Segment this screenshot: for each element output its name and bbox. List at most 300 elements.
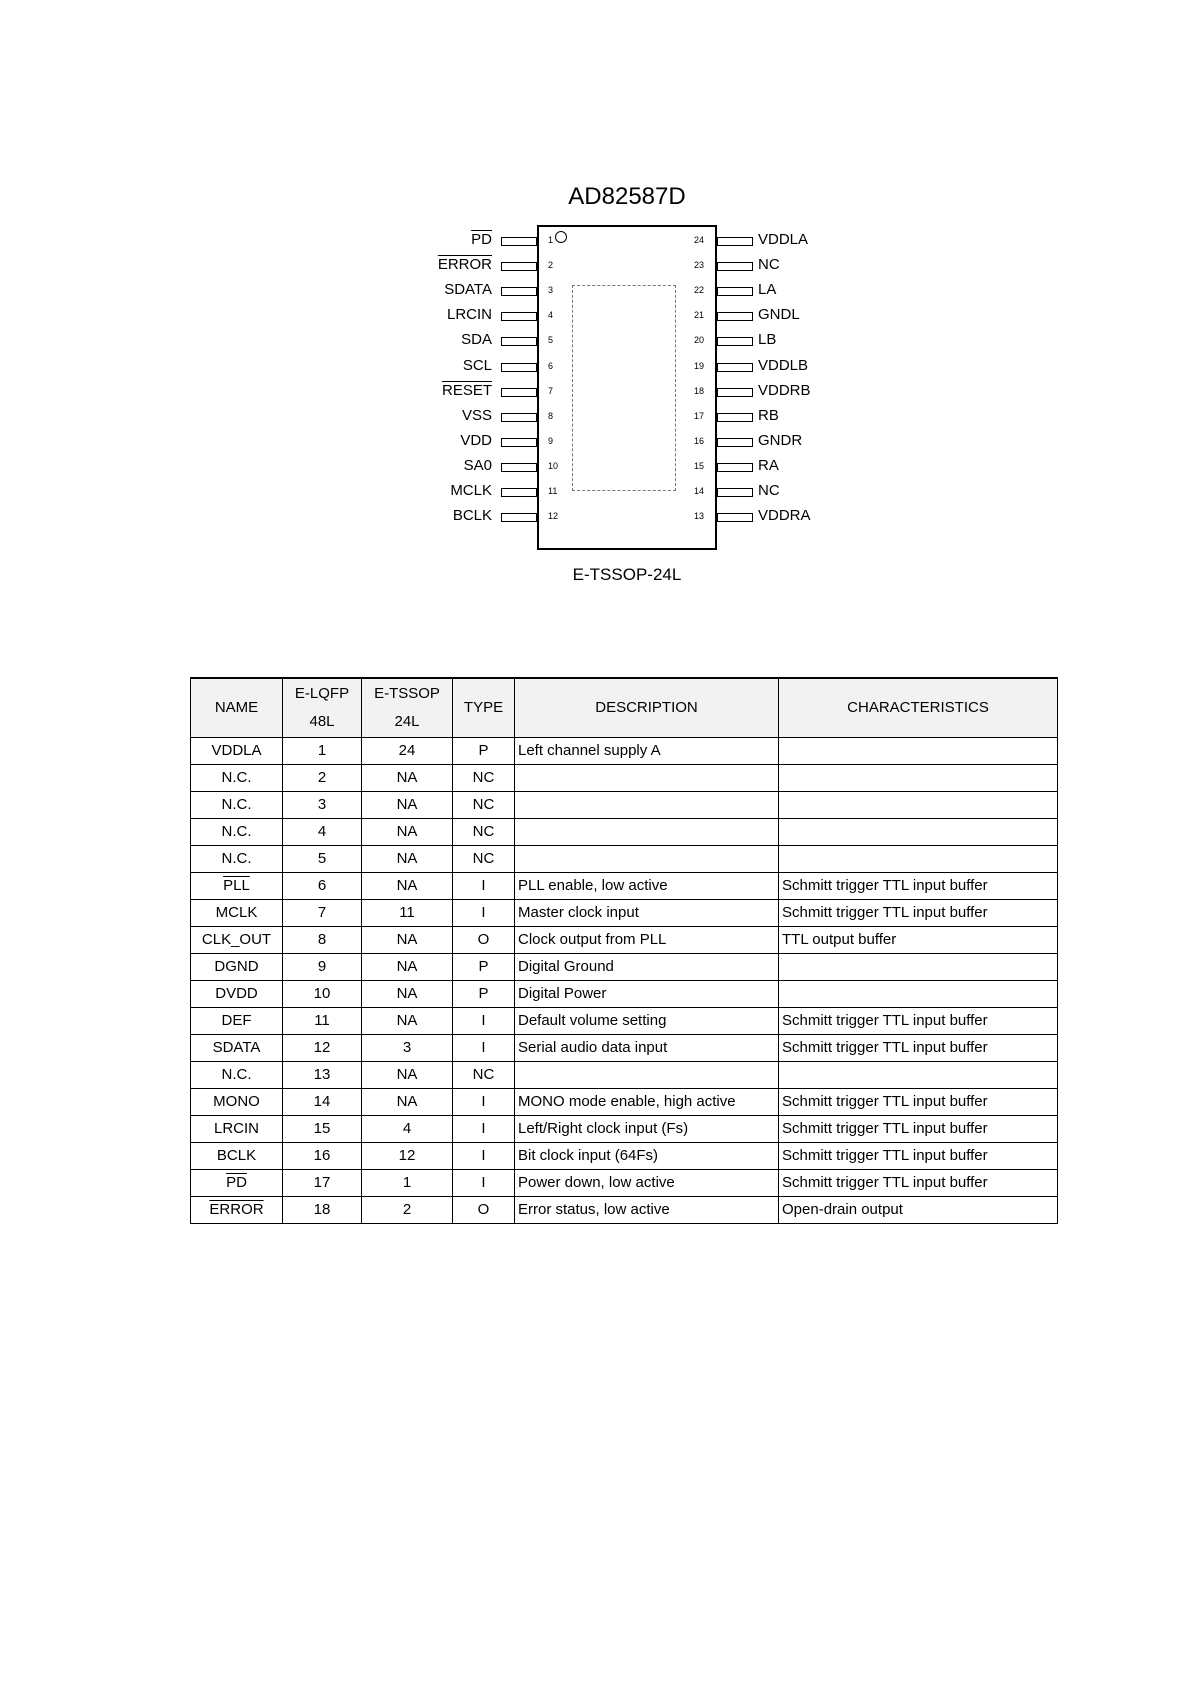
left-pin — [420, 304, 537, 330]
right-pin — [717, 304, 837, 330]
cell-tssop — [362, 737, 453, 764]
pin-lead — [717, 513, 753, 522]
cell-characteristics — [779, 1196, 1058, 1223]
cell-lqfp — [283, 872, 362, 899]
cell-name-text: CLK_OUT — [201, 931, 272, 948]
pin-lead — [717, 237, 753, 246]
cell-tssop-text: NA — [396, 769, 418, 786]
right-pin — [717, 505, 837, 531]
left-pin — [420, 380, 537, 406]
right-pin — [717, 430, 837, 456]
cell-lqfp — [283, 1142, 362, 1169]
cell-characteristics — [779, 953, 1058, 980]
cell-type-text: I — [481, 1093, 486, 1110]
cell-tssop-text: NA — [396, 985, 418, 1002]
cell-type-text: NC — [472, 823, 495, 840]
cell-name-text: N.C. — [221, 769, 252, 786]
pin-lead — [501, 488, 537, 497]
cell-tssop — [362, 899, 453, 926]
cell-lqfp-text: 7 — [317, 904, 327, 921]
pin-number: 21 — [693, 310, 704, 321]
cell-name — [191, 1196, 283, 1223]
pin-lead — [717, 388, 753, 397]
cell-description-text: Digital Ground — [518, 958, 614, 975]
cell-type — [453, 845, 515, 872]
cell-description — [515, 926, 779, 953]
cell-type — [453, 953, 515, 980]
cell-lqfp-text: 2 — [317, 769, 327, 786]
cell-type-text: O — [477, 1201, 490, 1218]
cell-description-text: Serial audio data input — [518, 1039, 668, 1056]
left-pin — [420, 405, 537, 431]
cell-type-text: NC — [472, 1066, 495, 1083]
cell-lqfp-text: 9 — [317, 958, 327, 975]
cell-lqfp-text: 6 — [317, 877, 327, 894]
cell-tssop-text: NA — [396, 877, 418, 894]
pin-lead — [501, 262, 537, 271]
pin-lead — [717, 337, 753, 346]
cell-description — [515, 899, 779, 926]
exposed-pad-outline — [572, 285, 676, 491]
cell-lqfp — [283, 980, 362, 1007]
cell-type-text: O — [477, 931, 490, 948]
table-header-row — [191, 678, 1058, 737]
pin-number: 24 — [693, 235, 704, 245]
right-pin — [717, 279, 837, 305]
cell-lqfp — [283, 953, 362, 980]
cell-name-text: DVDD — [215, 985, 258, 1002]
header-description: DESCRIPTION — [515, 678, 779, 737]
right-pin — [717, 480, 837, 506]
cell-description-text: Left/Right clock input (Fs) — [518, 1120, 689, 1137]
cell-lqfp — [283, 1196, 362, 1223]
left-pin — [420, 505, 537, 531]
pin-name: VDDRB — [758, 381, 811, 399]
pin1-marker-icon — [555, 231, 567, 243]
cell-description — [515, 737, 779, 764]
cell-tssop-text: NA — [396, 931, 418, 948]
cell-name-text: VDDLA — [211, 742, 262, 759]
cell-characteristics — [779, 1034, 1058, 1061]
pin-number: 8 — [548, 410, 554, 421]
cell-name-text: MONO — [213, 1093, 260, 1110]
cell-lqfp — [283, 1115, 362, 1142]
pin-name: NC — [758, 256, 780, 274]
pin-name: VDDLB — [758, 356, 809, 374]
cell-characteristics — [779, 926, 1058, 953]
pin-lead — [717, 312, 753, 321]
cell-tssop-text: NA — [396, 850, 418, 867]
cell-lqfp — [283, 1088, 362, 1115]
cell-lqfp — [283, 818, 362, 845]
left-pin — [420, 455, 537, 481]
cell-tssop — [362, 1007, 453, 1034]
cell-name — [191, 980, 283, 1007]
cell-characteristics — [779, 791, 1058, 818]
table-row — [191, 899, 1058, 926]
pin-lead — [717, 438, 753, 447]
pin-number: 18 — [693, 385, 704, 396]
pin-name: VDD — [460, 431, 492, 449]
cell-tssop — [362, 1088, 453, 1115]
cell-description — [515, 1088, 779, 1115]
cell-characteristics-text: Schmitt trigger TTL input buffer — [782, 1147, 988, 1164]
pin-lead — [501, 363, 537, 372]
pin-number: 17 — [693, 410, 704, 421]
pin-name: RESET — [441, 381, 492, 399]
cell-tssop-text: NA — [396, 1066, 418, 1083]
pin-number: 6 — [548, 360, 554, 371]
cell-tssop — [362, 845, 453, 872]
cell-lqfp-text: 10 — [313, 985, 331, 1002]
cell-characteristics-text: Schmitt trigger TTL input buffer — [782, 1012, 988, 1029]
pin-number: 2 — [548, 260, 554, 271]
cell-lqfp-text: 4 — [317, 823, 327, 840]
left-pin — [420, 229, 537, 255]
header-tssop-line2: 24L — [394, 712, 420, 730]
pin-name: RB — [758, 406, 779, 424]
cell-description-text: Default volume setting — [518, 1012, 667, 1029]
right-pin — [717, 405, 837, 431]
pin-lead — [501, 513, 537, 522]
chip-part-number: AD82587D — [568, 183, 686, 210]
cell-name-text: SDATA — [212, 1039, 261, 1056]
cell-characteristics — [779, 1115, 1058, 1142]
pin-lead — [717, 363, 753, 372]
cell-tssop — [362, 1115, 453, 1142]
cell-description — [515, 953, 779, 980]
cell-name — [191, 791, 283, 818]
cell-name — [191, 899, 283, 926]
cell-tssop-text: NA — [396, 958, 418, 975]
pin-lead — [501, 438, 537, 447]
cell-type — [453, 980, 515, 1007]
table-row — [191, 1169, 1058, 1196]
cell-type-text: I — [481, 1012, 486, 1029]
cell-description-text: Left channel supply A — [518, 742, 661, 759]
cell-type — [453, 899, 515, 926]
header-type: TYPE — [453, 678, 515, 737]
cell-description-text: MONO mode enable, high active — [518, 1093, 736, 1110]
pin-number: 23 — [693, 260, 704, 271]
cell-tssop-text: NA — [396, 823, 418, 840]
cell-tssop-text: 11 — [399, 904, 415, 921]
cell-name-text: DEF — [221, 1012, 252, 1029]
cell-name — [191, 818, 283, 845]
cell-lqfp — [283, 764, 362, 791]
left-pin — [420, 279, 537, 305]
cell-characteristics — [779, 764, 1058, 791]
cell-name-text: N.C. — [221, 796, 252, 813]
pin-lead — [501, 388, 537, 397]
cell-lqfp — [283, 1169, 362, 1196]
pin-lead — [717, 488, 753, 497]
table-row — [191, 1142, 1058, 1169]
pin-lead — [501, 287, 537, 296]
cell-type-text: I — [481, 877, 486, 894]
cell-name-text: MCLK — [215, 904, 258, 921]
cell-name — [191, 764, 283, 791]
cell-name-text: DGND — [214, 958, 259, 975]
cell-name — [191, 1061, 283, 1088]
table-row — [191, 1088, 1058, 1115]
cell-name — [191, 1115, 283, 1142]
pin-name: RA — [758, 456, 779, 474]
cell-name — [191, 1034, 283, 1061]
cell-lqfp-text: 13 — [313, 1066, 331, 1083]
cell-type-text: NC — [472, 850, 495, 867]
cell-tssop-text: 12 — [398, 1147, 416, 1164]
cell-type-text: I — [481, 1039, 486, 1056]
table-row — [191, 1034, 1058, 1061]
cell-tssop — [362, 818, 453, 845]
table-row — [191, 953, 1058, 980]
cell-description — [515, 980, 779, 1007]
cell-type-text: I — [481, 904, 486, 921]
pin-name: VSS — [461, 406, 492, 424]
pin-lead — [717, 413, 753, 422]
cell-tssop — [362, 1061, 453, 1088]
cell-tssop — [362, 953, 453, 980]
pin-number: 7 — [548, 385, 554, 396]
pin-number: 16 — [693, 435, 704, 446]
cell-tssop — [362, 926, 453, 953]
cell-name — [191, 872, 283, 899]
left-pin — [420, 254, 537, 280]
pin-lead — [501, 413, 537, 422]
cell-lqfp — [283, 899, 362, 926]
cell-name — [191, 953, 283, 980]
pin-lead — [717, 287, 753, 296]
cell-lqfp-text: 3 — [317, 796, 327, 813]
table-row — [191, 737, 1058, 764]
pin-number: 4 — [548, 310, 554, 321]
pin-number: 5 — [548, 335, 554, 346]
cell-description-text: Power down, low active — [518, 1174, 675, 1191]
cell-lqfp-text: 18 — [313, 1201, 331, 1218]
cell-lqfp — [283, 1034, 362, 1061]
cell-lqfp-text: 1 — [317, 742, 327, 759]
cell-lqfp — [283, 845, 362, 872]
cell-characteristics — [779, 818, 1058, 845]
cell-lqfp-text: 16 — [313, 1147, 331, 1164]
cell-type-text: I — [481, 1147, 486, 1164]
cell-name — [191, 1007, 283, 1034]
cell-tssop-text: NA — [396, 1012, 418, 1029]
right-pin — [717, 455, 837, 481]
table-row — [191, 845, 1058, 872]
cell-lqfp — [283, 791, 362, 818]
cell-name-text: ERROR — [209, 1201, 264, 1218]
cell-lqfp — [283, 1007, 362, 1034]
header-lqfp-line2: 48L — [309, 712, 335, 730]
pin-lead — [717, 463, 753, 472]
cell-tssop-text: NA — [396, 796, 418, 813]
right-pin — [717, 229, 837, 255]
pin-number: 1 — [548, 235, 554, 245]
header-characteristics: CHARACTERISTICS — [779, 678, 1058, 737]
table-row — [191, 1196, 1058, 1223]
cell-characteristics — [779, 899, 1058, 926]
cell-type-text: P — [478, 985, 489, 1002]
pin-lead — [501, 237, 537, 246]
cell-name-text: N.C. — [221, 850, 252, 867]
pin-lead — [501, 337, 537, 346]
cell-description-text: Master clock input — [518, 904, 639, 921]
pin-name: $\overline{PD}$ — [471, 231, 492, 248]
table-row — [191, 926, 1058, 953]
table-row — [191, 872, 1058, 899]
pin-number: 9 — [548, 435, 554, 446]
cell-tssop-text: NA — [396, 1093, 418, 1110]
cell-type-text: NC — [472, 769, 495, 786]
cell-characteristics — [779, 980, 1058, 1007]
cell-type — [453, 1169, 515, 1196]
cell-description — [515, 1196, 779, 1223]
header-tssop — [362, 678, 453, 737]
pin-name: SDA — [461, 331, 492, 349]
cell-characteristics — [779, 845, 1058, 872]
cell-tssop — [362, 1142, 453, 1169]
cell-description-text: Error status, low active — [518, 1201, 670, 1218]
pin-number: 22 — [693, 285, 704, 296]
cell-characteristics-text: Schmitt trigger TTL input buffer — [782, 1039, 988, 1056]
right-pin — [717, 355, 837, 381]
cell-tssop — [362, 1196, 453, 1223]
cell-name-text: $\overline{PLL}$ — [223, 877, 250, 894]
cell-name — [191, 1088, 283, 1115]
cell-type — [453, 1196, 515, 1223]
header-name: NAME — [191, 678, 283, 737]
table-row — [191, 980, 1058, 1007]
cell-name — [191, 926, 283, 953]
table-row — [191, 818, 1058, 845]
pin-number: 3 — [548, 285, 554, 296]
cell-description — [515, 791, 779, 818]
pin-name: GNDL — [758, 306, 800, 324]
cell-characteristics — [779, 1169, 1058, 1196]
cell-description — [515, 872, 779, 899]
pin-number: 12 — [548, 511, 559, 522]
cell-name — [191, 845, 283, 872]
pin-name: LA — [758, 281, 777, 299]
cell-type — [453, 1034, 515, 1061]
pin-name: GNDR — [758, 431, 803, 449]
table-body — [191, 737, 1058, 1223]
cell-tssop-text: 4 — [402, 1120, 412, 1137]
cell-tssop-text: 1 — [402, 1174, 412, 1191]
cell-type-text: I — [481, 1120, 486, 1137]
pin-name: MCLK — [450, 482, 492, 499]
cell-description — [515, 1061, 779, 1088]
cell-name-text: N.C. — [221, 823, 252, 840]
cell-characteristics-text: Schmitt trigger TTL input buffer — [782, 1120, 988, 1137]
cell-description — [515, 845, 779, 872]
pin-number: 11 — [548, 486, 558, 496]
cell-description-text: PLL enable, low active — [518, 877, 668, 894]
cell-type — [453, 1088, 515, 1115]
package-label: E-TSSOP-24L — [572, 565, 682, 584]
cell-type-text: NC — [472, 796, 495, 813]
cell-characteristics-text: Schmitt trigger TTL input buffer — [782, 904, 988, 921]
table-row — [191, 1061, 1058, 1088]
header-tssop-line1: E-TSSOP — [374, 684, 440, 702]
pin-description-table — [190, 677, 1058, 1224]
cell-lqfp-text: 15 — [313, 1120, 331, 1137]
cell-lqfp — [283, 737, 362, 764]
right-pin — [717, 380, 837, 406]
header-lqfp — [283, 678, 362, 737]
pin-number: 10 — [548, 460, 559, 471]
cell-type — [453, 1142, 515, 1169]
pin-name: NC — [758, 482, 780, 499]
cell-type-text: P — [478, 958, 489, 975]
cell-type — [453, 1115, 515, 1142]
pin-number: 15 — [693, 460, 704, 471]
cell-characteristics-text: TTL output buffer — [782, 931, 897, 948]
cell-lqfp-text: 17 — [313, 1174, 331, 1191]
cell-lqfp-text: 14 — [313, 1093, 331, 1110]
cell-lqfp-text: 12 — [313, 1039, 331, 1056]
pin-lead — [501, 463, 537, 472]
cell-name-text: $\overline{PD}$ — [226, 1174, 247, 1191]
cell-name-text: N.C. — [221, 1066, 252, 1083]
cell-characteristics-text: Open-drain output — [782, 1201, 903, 1218]
cell-description — [515, 1142, 779, 1169]
cell-characteristics-text: Schmitt trigger TTL input buffer — [782, 1093, 988, 1110]
cell-type-text: I — [481, 1174, 486, 1191]
pin-number: 19 — [693, 360, 704, 371]
pin-name: SDATA — [444, 281, 492, 299]
cell-name — [191, 1169, 283, 1196]
cell-name-text: BCLK — [216, 1147, 257, 1164]
cell-tssop-text: 2 — [402, 1201, 412, 1218]
left-pin — [420, 480, 537, 506]
cell-characteristics-text: Schmitt trigger TTL input buffer — [782, 877, 988, 894]
cell-tssop — [362, 980, 453, 1007]
right-pin — [717, 329, 837, 355]
cell-characteristics — [779, 1061, 1058, 1088]
pin-number: 13 — [693, 511, 704, 522]
table-row — [191, 1115, 1058, 1142]
pin-name: LB — [758, 331, 777, 349]
cell-characteristics — [779, 737, 1058, 764]
cell-characteristics — [779, 1088, 1058, 1115]
pin-number: 20 — [693, 335, 704, 346]
pin-name: BCLK — [452, 507, 492, 525]
pin-name: SA0 — [463, 456, 492, 474]
cell-name — [191, 1142, 283, 1169]
cell-tssop-text: 3 — [402, 1039, 412, 1056]
left-pin — [420, 329, 537, 355]
cell-tssop — [362, 791, 453, 818]
pin-number: 14 — [693, 486, 704, 496]
cell-characteristics — [779, 1142, 1058, 1169]
cell-description — [515, 1007, 779, 1034]
cell-type — [453, 818, 515, 845]
cell-lqfp — [283, 1061, 362, 1088]
pin-name: VDDRA — [758, 507, 811, 525]
cell-lqfp — [283, 926, 362, 953]
pin-lead — [501, 312, 537, 321]
cell-description — [515, 1169, 779, 1196]
cell-type — [453, 872, 515, 899]
cell-tssop — [362, 764, 453, 791]
pin-name: ERROR — [437, 256, 492, 274]
cell-tssop — [362, 872, 453, 899]
cell-tssop — [362, 1034, 453, 1061]
pin-name: LRCIN — [446, 306, 492, 324]
